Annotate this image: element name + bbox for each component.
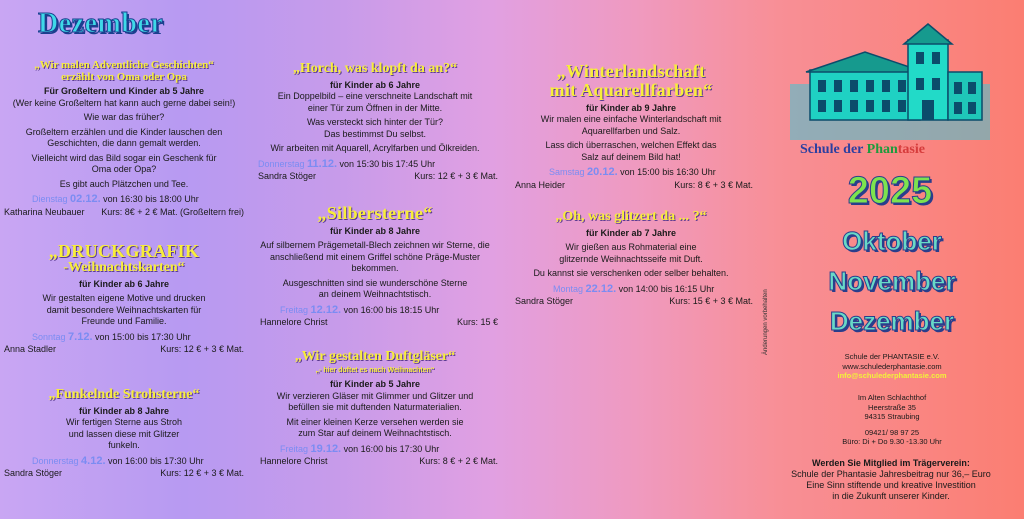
event-desc: Wir gießen aus Rohmaterial eine glitzernde Weihnachtsseife mit Duft. xyxy=(559,242,703,264)
teacher: Hannelore Christ xyxy=(260,456,328,467)
event-desc: Wir malen eine einfache Winterlandschaft mit Aquarellfarben und Salz. xyxy=(540,114,722,136)
event-age: für Kinder ab 8 Jahre xyxy=(78,405,170,416)
event-date: Donnerstag 4.12. von 16:00 bis 17:30 Uhr xyxy=(32,454,204,467)
event-desc-2: Lass dich überraschen, welchen Effekt das Salz auf deinem Bild hat! xyxy=(545,140,717,162)
side-note: Änderungen vorbehalten xyxy=(763,289,769,355)
event-date: Donnerstag 11.12. von 15:30 bis 17:45 Uhr xyxy=(258,157,436,170)
price: Kurs: 8 € + 2 € Mat. xyxy=(419,456,498,467)
event-desc-2: Vielleicht wird das Bild sogar ein Geschenk für Oma oder Opa? xyxy=(31,152,217,175)
event-date: Dienstag 02.12. von 16:30 bis 18:00 Uhr xyxy=(32,193,199,206)
event-title-2: mit Aquarellfarben“ xyxy=(549,79,713,100)
event-horch xyxy=(252,62,498,183)
membership-heading: Werden Sie Mitglied im Trägerverein: xyxy=(812,458,970,468)
event-title: „Wir gestalten Duftgläser“ xyxy=(294,349,456,364)
event-date: Freitag 19.12. von 16:00 bis 17:30 Uhr xyxy=(280,442,440,455)
event-date: Sonntag 7.12. von 15:00 bis 17:30 Uhr xyxy=(32,330,191,343)
panel-cover xyxy=(760,0,1024,519)
office-hours: Büro: Di + Do 9.30 -13.30 Uhr xyxy=(842,437,942,446)
event-date: Freitag 12.12. von 16:00 bis 18:15 Uhr xyxy=(280,303,440,316)
year-title: 2025 xyxy=(847,170,933,212)
event-glitzert xyxy=(509,210,753,308)
teacher: Sandra Stöger xyxy=(258,171,317,182)
event-age: für Kinder ab 9 Jahre xyxy=(585,102,677,113)
event-desc: Großeltern erzählen und die Kinder lauschen den Geschichten, die dann gemalt werden. xyxy=(25,126,223,149)
event-title: „Silbersterne“ xyxy=(317,203,433,223)
price: Kurs: 8€ + 2 € Mat. (Großeltern frei) xyxy=(101,206,244,217)
teacher: Hannelore Christ xyxy=(260,317,328,328)
event-subtitle: „- hier duftet es nach Weihnachten“ xyxy=(315,366,435,374)
event-desc: Wir fertigen Sterne aus Stroh und lassen diese mit Glitzer funkeln. xyxy=(65,417,183,451)
contact-address xyxy=(812,393,972,447)
event-desc: Auf silbernem Prägemetall-Blech zeichnen wir Sterne, die anschließend mit einem Griffel schöne Präge-Muster bekommen. xyxy=(260,240,490,274)
event-duftglaeser xyxy=(252,350,498,468)
event-title: „Winterlandschaft xyxy=(556,61,706,81)
membership-line: Eine Sinn stiftende und kreative Investition xyxy=(806,480,976,490)
event-desc-3: Es gibt auch Plätzchen und Tee. xyxy=(59,178,189,189)
org-name: Schule der PHANTASIE e.V. xyxy=(844,352,940,361)
event-age: für Kinder ab 8 Jahre xyxy=(329,225,421,236)
price: Kurs: 8 € + 3 € Mat. xyxy=(674,179,753,190)
event-question: Wie war das früher? xyxy=(83,112,165,123)
event-age: für Kinder ab 6 Jahre xyxy=(329,79,421,90)
price: Kurs: 12 € + 3 € Mat. xyxy=(160,468,244,479)
event-footer xyxy=(252,317,498,329)
event-adventliche-geschichten xyxy=(4,60,244,218)
email-link[interactable]: info@schulederphantasie.com xyxy=(837,371,947,380)
event-age: für Kinder ab 7 Jahre xyxy=(585,227,677,238)
price: Kurs: 15 € + 3 € Mat. xyxy=(669,296,753,307)
event-title: „Horch, was klopft da an?“ xyxy=(292,61,458,76)
event-footer xyxy=(4,468,244,480)
panel-december-3 xyxy=(505,0,755,519)
event-footer xyxy=(252,171,498,183)
event-desc-2: Mit einer kleinen Kerze versehen werden sie zum Star auf deinem Weihnachtstisch. xyxy=(286,416,464,439)
event-strohsterne xyxy=(4,388,244,480)
phone: 09421/ 98 97 25 xyxy=(864,427,920,437)
event-title: „Funkelnde Strohsterne“ xyxy=(48,387,200,402)
event-title: „DRUCKGRAFIK xyxy=(48,241,200,261)
event-title: „Oh, was glitzert da ... ?“ xyxy=(555,209,707,224)
event-footer xyxy=(252,456,498,468)
event-desc-2: Du kannst sie verschenken oder selber behalten. xyxy=(533,268,729,279)
event-age: für Kinder ab 6 Jahre xyxy=(78,278,170,289)
teacher: Sandra Stöger xyxy=(515,296,574,307)
event-date: Montag 22.12. von 14:00 bis 16:15 Uhr xyxy=(553,282,715,295)
teacher: Katharina Neubauer xyxy=(4,206,85,217)
event-note: (Wer keine Großeltern hat kann auch gerne dabei sein!) xyxy=(12,97,236,108)
month-dezember: Dezember xyxy=(829,306,955,336)
month-november: November xyxy=(828,266,956,296)
website-link[interactable]: www.schulederphantasie.com xyxy=(842,361,942,371)
month-heading: Dezember xyxy=(38,8,164,39)
price: Kurs: 12 € + 3 € Mat. xyxy=(414,171,498,182)
panel-december-2 xyxy=(250,0,500,519)
event-desc: Wir verzieren Gläser mit Glimmer und Glitzer und befüllen sie mit duftenden Naturmaterialien. xyxy=(276,390,474,413)
event-footer xyxy=(509,180,753,192)
event-footer xyxy=(4,207,244,219)
event-title: „Wir malen Adventliche Geschichten“ xyxy=(34,59,214,71)
event-desc: Wir gestalten eigene Motive und drucken damit besondere Weihnachtskarten für Freunde und Familie. xyxy=(42,293,206,327)
school-name: Schule der Phantasie xyxy=(800,142,925,157)
price: Kurs: 15 € xyxy=(456,317,498,328)
month-oktober: Oktober xyxy=(842,226,942,256)
event-silbersterne xyxy=(252,204,498,329)
event-desc-2: Ausgeschnitten sind sie wunderschöne Sterne an deinem Weihnachtstisch. xyxy=(282,277,468,300)
event-title-2: erzählt von Oma oder Opa xyxy=(61,70,187,83)
event-desc: Ein Doppelbild – eine verschneite Landschaft mit einer Tür zum Öffnen in der Mitte. xyxy=(277,91,473,113)
event-age: für Kinder ab 5 Jahre xyxy=(329,379,421,390)
teacher: Anna Heider xyxy=(515,179,566,190)
event-age: Für Großeltern und Kinder ab 5 Jahre xyxy=(43,86,205,97)
membership-line: Schule der Phantasie Jahresbeitrag nur 36,– Euro xyxy=(791,469,991,479)
event-title-2: -Weihnachtskarten“ xyxy=(63,259,185,275)
membership-block xyxy=(760,458,1022,502)
teacher: Sandra Stöger xyxy=(4,468,63,479)
event-winterlandschaft xyxy=(509,62,753,191)
panel-december-1 xyxy=(0,0,248,519)
membership-line: in die Zukunft unserer Kinder. xyxy=(832,491,950,501)
event-druckgrafik xyxy=(4,242,244,356)
address-line: 94315 Straubing xyxy=(864,412,920,421)
contact-web xyxy=(812,352,972,381)
school-building-image xyxy=(790,22,990,140)
event-desc-3: Wir arbeiten mit Aquarell, Acrylfarben und Ölkreiden. xyxy=(270,143,480,154)
event-date: Samstag 20.12. von 15:00 bis 16:30 Uhr xyxy=(549,166,716,179)
event-desc-2: Was versteckt sich hinter der Tür? Das bestimmst Du selbst. xyxy=(306,117,444,139)
price: Kurs: 12 € + 3 € Mat. xyxy=(160,344,244,355)
teacher: Anna Stadler xyxy=(4,344,57,355)
event-footer xyxy=(509,296,753,308)
address-line: Im Alten Schlachthof xyxy=(857,393,927,402)
address-line: Heerstraße 35 xyxy=(868,402,916,412)
event-footer xyxy=(4,344,244,356)
